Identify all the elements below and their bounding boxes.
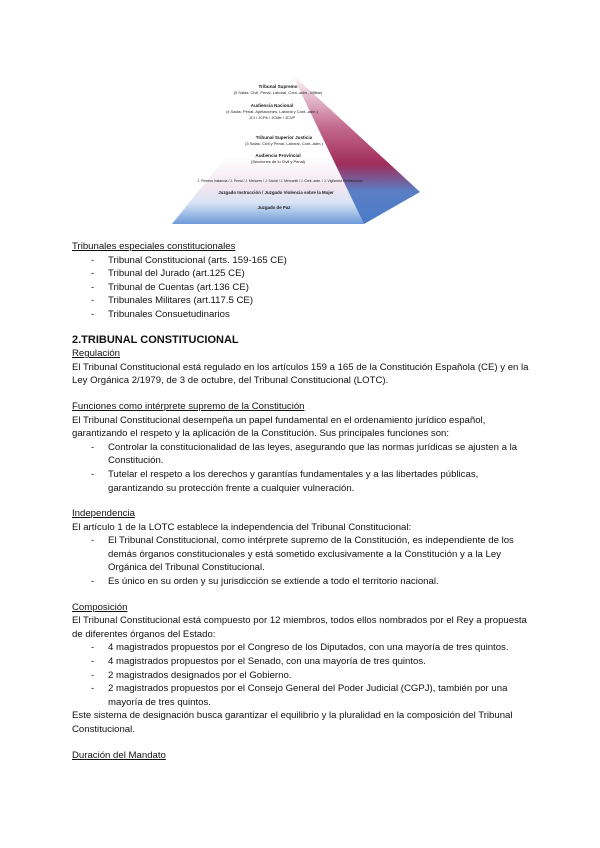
pyramid-level-2-subtitle: (4 Salas: Penal, Apelaciones, Laboral y Cont.-adm.) (226, 109, 318, 114)
list-item: - 4 magistrados propuestos por el Congreso de los Diputados, con una mayoría de tres quintos. (72, 641, 532, 655)
pyramid-level-2-extra: JCI / JCPe / JCMe / JCVP (248, 115, 296, 120)
funciones-heading: Funciones como intérprete supremo de la Constitución (72, 400, 305, 412)
composicion-text: El Tribunal Constitucional está compuesto por 12 miembros, todos ellos nombrados por el Rey a propuesta de diferentes órganos del Estado: (72, 615, 527, 640)
list-item: - Tribunal del Jurado (art.125 CE) (72, 267, 532, 281)
list-item: - Tribunal de Cuentas (art.136 CE) (72, 281, 532, 295)
composicion-list (72, 641, 532, 709)
regulacion-heading: Regulación (72, 348, 121, 360)
pyramid-level-2-title: Audiencia Nacional (250, 103, 294, 108)
pyramid-level-4-title: Audiencia Provincial (255, 153, 301, 158)
list-item: - Controlar la constitucionalidad de las leyes, asegurando que las normas jurídicas se ajusten a la Constitución. (72, 441, 532, 468)
list-item: - 4 magistrados propuestos por el Senado, con una mayoría de tres quintos. (72, 655, 532, 669)
pyramid-level-1-title: Tribunal Supremo (258, 84, 298, 89)
special-tribunals-heading: Tribunales especiales constitucionales (72, 241, 236, 252)
list-item: - El Tribunal Constitucional, como intérprete supremo de la Constitución, es independiente de los demás órganos constitucionales y está sometido exclusivamente a la Constitución y a la Ley Orgánica del Tribunal Constitucional. (72, 534, 532, 575)
regulacion-text: El Tribunal Constitucional está regulado en los artículos 159 a 165 de la Constitución Española (CE) y en la Ley Orgánica 2/1979, de 3 de octubre, del Tribunal Constitucional (LOTC). (72, 361, 529, 387)
composicion-closing: Este sistema de designación busca garantizar el equilibrio y la pluralidad en la composición del Tribunal Constitucional. (72, 710, 513, 735)
list-item: - Tribunal Constitucional (arts. 159-165 CE) (72, 254, 532, 268)
list-item: - Tutelar el respeto a los derechos y garantías fundamentales y a las libertades públicas, garantizando su protección frente a cualquier vulneración. (72, 468, 532, 495)
duracion-heading: Duración del Mandato (72, 749, 166, 761)
independencia-list (72, 534, 532, 588)
list-item: - 2 magistrados designados por el Gobierno. (72, 669, 532, 683)
composicion-heading: Composición (72, 601, 128, 613)
independencia-heading: Independencia (72, 508, 135, 520)
independencia-text: El artículo 1 de la LOTC establece la independencia del Tribunal Constitucional: (72, 521, 412, 533)
funciones-list (72, 441, 532, 495)
special-tribunals-list (72, 254, 532, 322)
funciones-text: El Tribunal Constitucional desempeña un papel fundamental en el ordenamiento jurídico español, garantizando el respeto y la aplicación de la Constitución. Sus principales funciones son: (72, 414, 486, 440)
pyramid-level-7-title: Juzgado de Paz (257, 205, 291, 210)
list-item: - Es único en su orden y su jurisdicción se extiende a todo el territorio nacional. (72, 575, 532, 589)
judicial-pyramid-diagram (172, 74, 420, 226)
pyramid-level-1-subtitle: (5 Salas: Civil, Penal, Laboral, Cont.-adm., Militar) (233, 90, 323, 95)
pyramid-level-3-subtitle: (3 Salas: Civil y Penal, Laboral, Cont.-adm.) (245, 141, 323, 146)
pyramid-level-4-subtitle: (Secciones de lo Civil y Penal) (250, 159, 306, 164)
list-item: - Tribunales Militares (art.117.5 CE) (72, 294, 532, 308)
list-item: - 2 magistrados propuestos por el Consejo General del Poder Judicial (CGPJ), también por una mayoría de tres quintos. (72, 682, 532, 709)
list-item: - Tribunales Consuetudinarios (72, 308, 532, 322)
document-content (72, 240, 532, 762)
pyramid-level-6-title: Juzgado Instrucción / Juzgado Violencia sobre la Mujer (218, 190, 334, 195)
section-title: 2.TRIBUNAL CONSTITUCIONAL (72, 333, 239, 346)
pyramid-level-5-title: J. Primera Instancia / J. Penal / J. Menores / J. Social / J. Mercantil / J. Cont.-adm. / J. Vigilancia Penitenciaria (197, 179, 363, 183)
pyramid-level-3-title: Tribunal Superior Justicia (255, 135, 313, 140)
